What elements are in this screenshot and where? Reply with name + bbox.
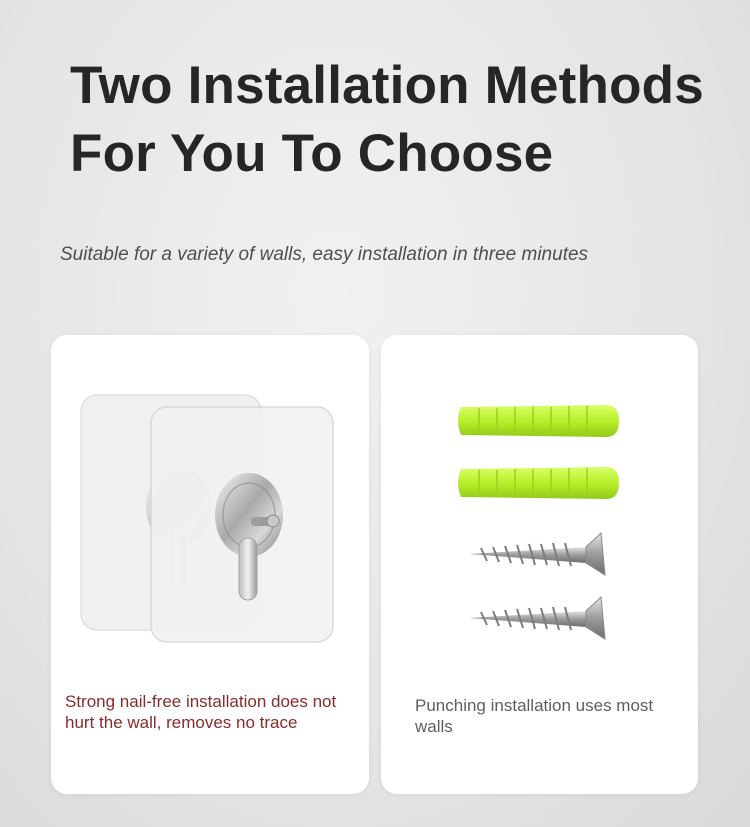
punching-method-card [381,335,698,794]
page-title [70,52,710,188]
punching-caption: Punching installation uses most walls [415,696,654,736]
title-line-2: For You To Choose [70,124,554,183]
title-line-1: Two Installation Methods [70,56,704,115]
screw-icon [469,597,605,639]
wall-anchor-icon [458,467,619,499]
screw-icon [469,533,605,575]
subtitle: Suitable for a variety of walls, easy installation in three minutes [60,244,589,265]
wall-anchor-icon [458,405,619,437]
nail-free-method-card [51,335,369,794]
nail-free-caption: Strong nail-free installation does not hurt the wall, removes no trace [65,692,337,732]
